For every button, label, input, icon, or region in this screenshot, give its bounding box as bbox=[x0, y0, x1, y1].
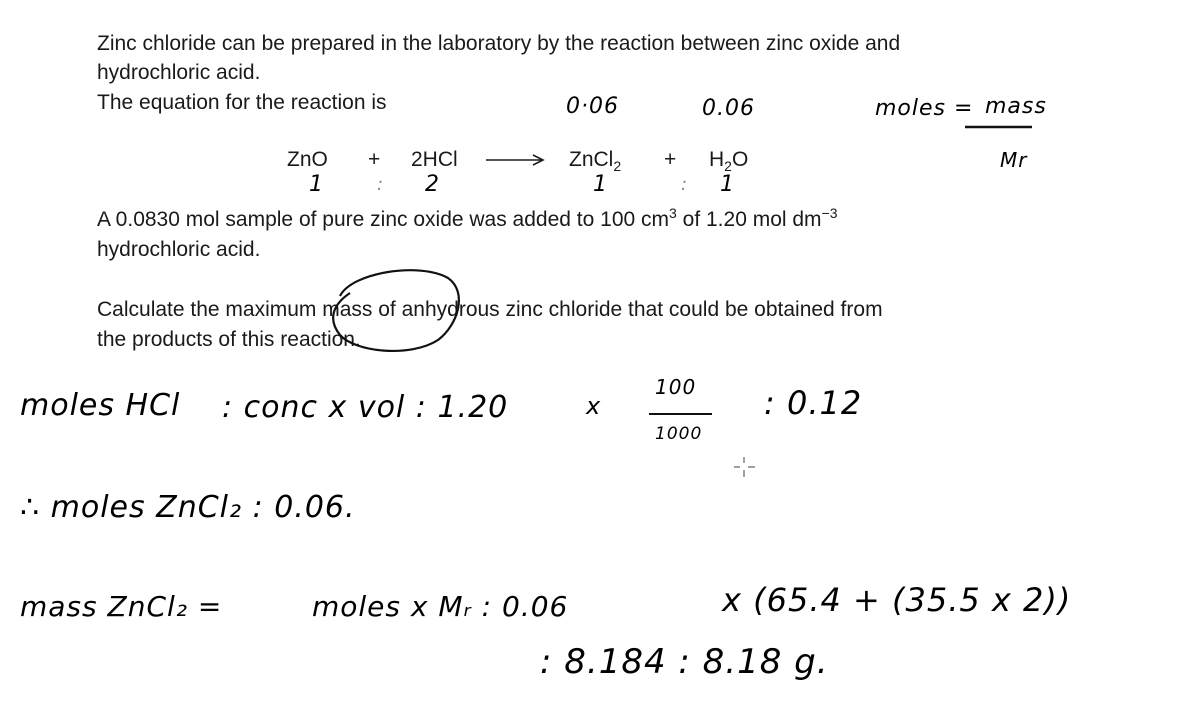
question-line: the products of this reaction. bbox=[97, 328, 361, 351]
hw-mass-zncl2-label: mass ZnCl₂ = bbox=[20, 590, 223, 623]
hw-ratio-separator: : bbox=[681, 174, 689, 195]
hw-final-answer: : 8.184 : 8.18 g. bbox=[540, 642, 829, 682]
hw-moles-above-zncl2: 0·06 bbox=[566, 94, 619, 119]
hw-ratio-hcl: 2 bbox=[425, 172, 440, 197]
question-line: A 0.0830 mol sample of pure zinc oxide was added to 100 $cm^3$ of 1.20 mol $dm^{-3}$ bbox=[97, 205, 838, 231]
product-water: $H_2O$ bbox=[709, 148, 749, 175]
plus-sign: + bbox=[664, 148, 677, 171]
hw-circle-around-mass-of bbox=[333, 270, 459, 351]
hw-mass-calc: moles x Mᵣ : 0.06 bbox=[312, 590, 569, 623]
hw-ratio-h2o: 1 bbox=[720, 172, 735, 197]
question-line: hydrochloric acid. bbox=[97, 238, 261, 261]
hw-ratio-separator: : bbox=[377, 174, 385, 195]
question-line: The equation for the reaction is bbox=[97, 91, 387, 114]
hw-moles-hcl-label: moles HCl bbox=[20, 388, 181, 423]
reactant-hcl: 2HCl bbox=[411, 148, 458, 171]
hw-ratio-zno: 1 bbox=[309, 172, 324, 197]
hw-moles-zncl2: ∴ moles ZnCl₂ : 0.06. bbox=[20, 490, 356, 525]
product-zncl2: ZnCl$_2$ bbox=[569, 148, 622, 175]
reactant-zno: ZnO bbox=[287, 148, 328, 171]
hw-moles-hcl-result: : 0.12 bbox=[764, 384, 863, 422]
hw-formula-denominator: Mr bbox=[1000, 148, 1028, 172]
plus-sign: + bbox=[368, 148, 381, 171]
hw-moles-above-h2o: 0.06 bbox=[702, 96, 755, 121]
crosshair-cursor-icon bbox=[734, 457, 755, 477]
question-line: hydrochloric acid. bbox=[97, 61, 261, 84]
question-line: Zinc chloride can be prepared in the laboratory by the reaction between zinc oxide and bbox=[97, 32, 901, 55]
question-line: Calculate the maximum mass of anhydrous zinc chloride that could be obtained from bbox=[97, 298, 883, 321]
hw-formula-numerator: mass bbox=[985, 94, 1047, 119]
hw-formula-label: moles = bbox=[875, 96, 974, 121]
hw-ratio-zncl2: 1 bbox=[593, 172, 608, 197]
hw-moles-hcl-calc: : conc x vol : 1.20 bbox=[222, 390, 509, 425]
hw-volume-denominator: 1000 bbox=[655, 424, 703, 444]
hw-multiply-sign: x bbox=[586, 392, 602, 420]
hw-molar-mass-calc: x (65.4 + (35.5 x 2)) bbox=[722, 581, 1072, 619]
hw-volume-numerator: 100 bbox=[655, 375, 697, 399]
